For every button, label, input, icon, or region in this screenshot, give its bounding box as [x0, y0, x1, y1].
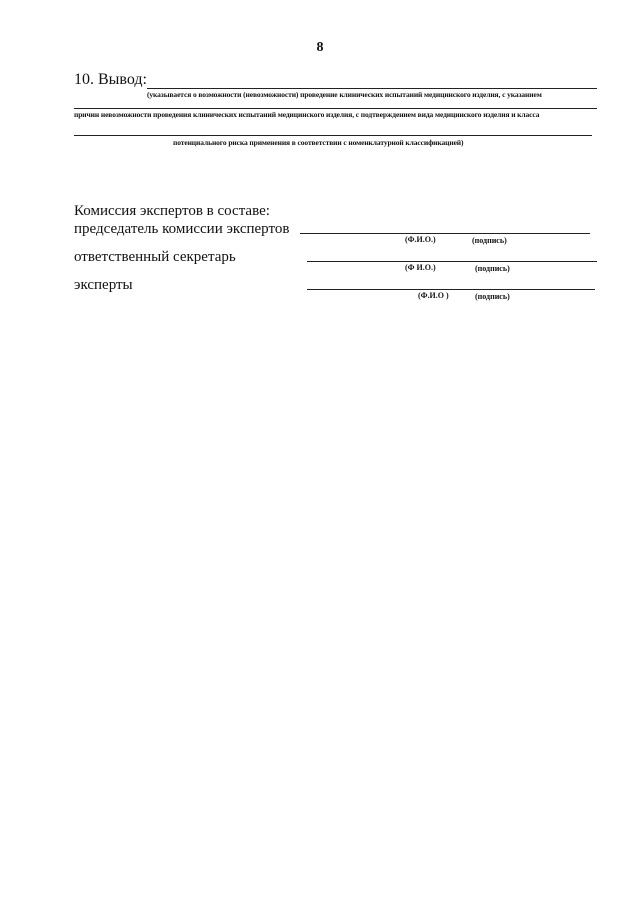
conclusion-blank-line-3 [74, 135, 592, 136]
experts-signature-line [307, 289, 595, 290]
conclusion-blank-line-2 [74, 108, 597, 109]
experts-name-caption: (Ф.И.О ) [418, 291, 449, 300]
conclusion-note-line-3: потенциального риска применения в соответствии с номенклатурной классификацией) [173, 138, 464, 147]
conclusion-blank-line-1 [147, 88, 597, 89]
chairman-signature-line [300, 233, 590, 234]
secretary-name-caption: (Ф И.О.) [405, 263, 436, 272]
experts-label: эксперты [74, 277, 133, 293]
conclusion-note-line-2: причин невозможности проведения клинических испытаний медицинского изделия, с подтверждением вида медицинского изделия и класса [74, 110, 540, 119]
commission-title: Комиссия экспертов в составе: [74, 203, 270, 219]
chairman-label: председатель комиссии экспертов [74, 221, 290, 237]
secretary-label: ответственный секретарь [74, 249, 236, 265]
chairman-name-caption: (Ф.И.О.) [405, 235, 436, 244]
experts-signature-caption: (подпись) [475, 292, 510, 301]
secretary-signature-line [307, 261, 597, 262]
page-number: 8 [316, 40, 324, 55]
conclusion-note-line-1: (указывается о возможности (невозможности) проведение клинических испытаний медицинского изделия, с указанием [147, 90, 542, 99]
conclusion-heading: 10. Вывод: [74, 71, 147, 88]
secretary-signature-caption: (подпись) [475, 264, 510, 273]
chairman-signature-caption: (подпись) [472, 236, 507, 245]
